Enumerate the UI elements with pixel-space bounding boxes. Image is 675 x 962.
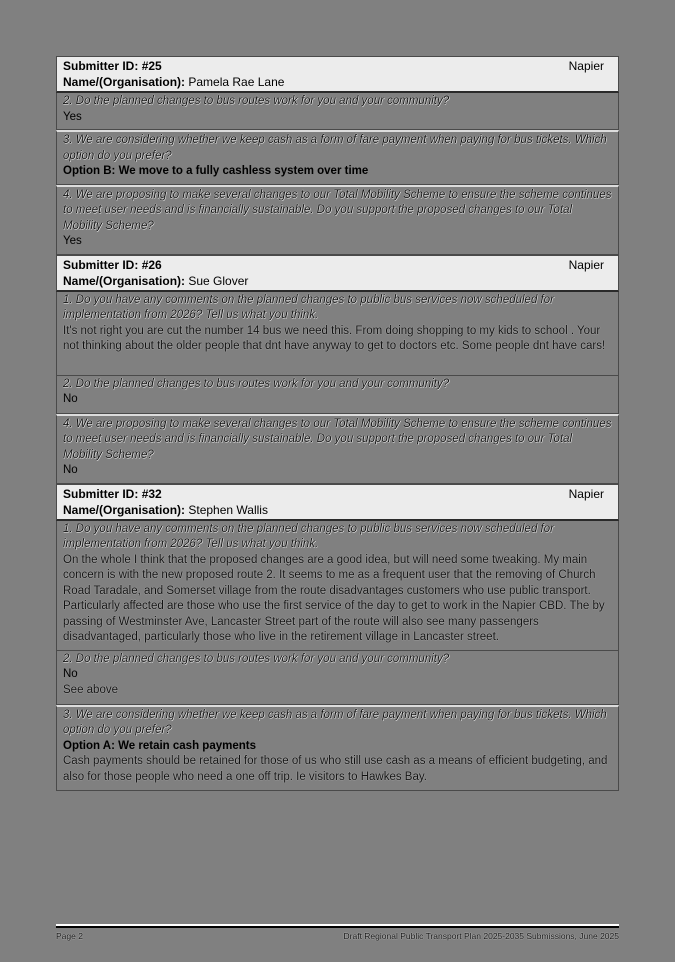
submitter-id: #26	[141, 257, 162, 272]
answer-text: No	[63, 393, 78, 405]
submitter-location: Napier	[568, 257, 604, 272]
question-text: 1. Do you have any comments on the planned changes to public bus services now scheduled for implementation from 2026? Tell us what you think.	[63, 522, 554, 550]
answer-text: Yes	[63, 235, 82, 247]
submitter-location: Napier	[568, 59, 604, 73]
question-text: 4. We are proposing to make several changes to our Total Mobility Scheme to ensure the scheme continues to meet user needs and is financially sustainable. Do you support the proposed changes to our Total Mobility Scheme?	[63, 188, 612, 232]
submitter-name: Stephen Wallis	[188, 502, 268, 517]
submitter-header	[56, 255, 619, 292]
submitter-name: Sue Glover	[188, 273, 249, 288]
question-text: 3. We are considering whether we keep cash as a form of fare payment when paying for bus tickets. Which option do you prefer?	[63, 708, 607, 736]
submitter-name: Pamela Rae Lane	[188, 75, 285, 89]
question-text: 2. Do the planned changes to bus routes work for you and your community?	[63, 377, 450, 390]
response-block	[56, 705, 619, 791]
response-block	[56, 376, 619, 414]
submitter-location: Napier	[568, 486, 604, 501]
name-label: Name/(Organisation):	[63, 75, 186, 89]
question-text: 1. Do you have any comments on the planned changes to public bus services now scheduled for implementation from 2026? Tell us what you think.	[63, 293, 554, 321]
submitter-id: #32	[141, 486, 162, 501]
submitter-id-label: Submitter ID:	[63, 257, 139, 272]
answer-text: No	[63, 668, 78, 680]
submitter-header	[56, 56, 619, 93]
page-footer	[56, 926, 619, 941]
response-block	[56, 651, 619, 705]
question-text: 2. Do the planned changes to bus routes work for you and your community?	[63, 652, 450, 665]
question-text: 3. We are considering whether we keep cash as a form of fare payment when paying for bus tickets. Which option do you prefer?	[63, 134, 607, 162]
page-number: Page 2	[56, 931, 83, 941]
submitter-id-label: Submitter ID:	[63, 486, 139, 501]
answer-text: No	[63, 464, 78, 476]
name-label: Name/(Organisation):	[63, 502, 186, 517]
question-text: 2. Do the planned changes to bus routes work for you and your community?	[63, 95, 450, 107]
document-title: Draft Regional Public Transport Plan 2025-2035 Submissions, June 2025	[343, 931, 619, 941]
answer-text: Option A: We retain cash payments	[63, 739, 256, 752]
response-block	[56, 521, 619, 651]
submitter-id-label: Submitter ID:	[63, 59, 139, 73]
comment-text: Cash payments should be retained for those of us who still use cash as a means of efficient budgeting, and also for those people who need a one off trip. Ie visitors to Hawkes Bay.	[63, 755, 608, 783]
comment-text: It's not right you are cut the number 14 bus we need this. From doing shopping to my kids to school . Your not thinking about the older people that dnt have anyway to get to doctors etc. Some people dnt have cars!	[63, 324, 606, 352]
comment-text: See above	[63, 683, 118, 696]
submissions-page	[56, 56, 619, 791]
response-block	[56, 185, 619, 255]
response-block	[56, 93, 619, 130]
response-block	[56, 130, 619, 185]
response-block	[56, 292, 619, 376]
response-block	[56, 414, 619, 484]
answer-text: Yes	[63, 110, 82, 123]
answer-text: Option B: We move to a fully cashless system over time	[63, 165, 369, 177]
name-label: Name/(Organisation):	[63, 273, 186, 288]
submitter-id: #25	[141, 59, 162, 73]
comment-text: On the whole I think that the proposed changes are a good idea, but will need some tweaking. My main concern is with the new proposed route 2. It seems to me as a frequent user that the removing of Church Road Taradale, and Somerset village from the route disadvantages customers who use public transport. Particularly affected are those who use the first service of the day to get to work in the Napier CBD. The by passing of Westminster Ave, Lancaster Street part of the route will also see many passengers disadvantaged, particularly those who live in the retirement village in Lancaster street.	[63, 553, 605, 643]
submitter-header	[56, 484, 619, 521]
question-text: 4. We are proposing to make several changes to our Total Mobility Scheme to ensure the scheme continues to meet user needs and is financially sustainable. Do you support the proposed changes to our Total Mobility Scheme?	[63, 417, 612, 461]
